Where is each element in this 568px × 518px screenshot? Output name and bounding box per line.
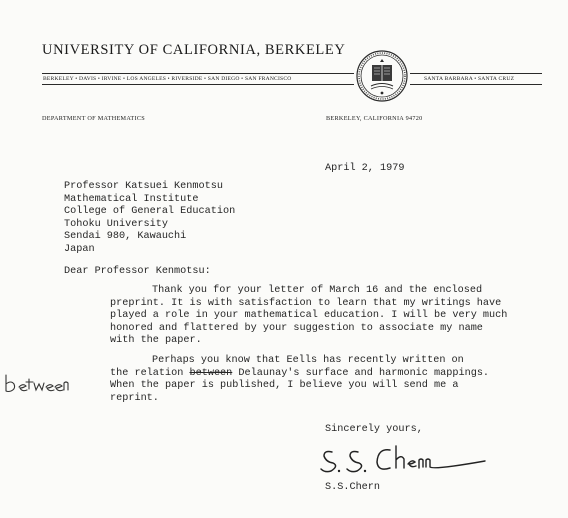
letterhead-top-rule xyxy=(42,73,354,74)
closing: Sincerely yours, xyxy=(325,424,423,435)
recipient-line: Tohoku University xyxy=(64,218,168,230)
body-line: Perhaps you know that Eells has recently written on xyxy=(152,355,464,366)
university-address: BERKELEY, CALIFORNIA 94720 xyxy=(326,115,423,122)
recipient-line: Sendai 980, Kawauchi xyxy=(64,231,187,243)
body-line: with the paper. xyxy=(110,335,202,347)
letter-date: April 2, 1979 xyxy=(325,163,405,174)
university-name: UNIVERSITY OF CALIFORNIA, BERKELEY xyxy=(42,42,346,58)
body-text: Delaunay's surface and harmonic mappings. xyxy=(232,367,490,379)
recipient-line: Japan xyxy=(64,244,95,255)
campus-list-left: BERKELEY • DAVIS • IRVINE • LOS ANGELES • RIVERSIDE • SAN DIEGO • SAN FRANCISCO xyxy=(43,76,292,82)
university-seal-icon xyxy=(356,50,408,102)
recipient-line: College of General Education xyxy=(64,206,236,218)
body-line: reprint. xyxy=(110,392,159,404)
body-line: Thank you for your letter of March 16 and the enclosed xyxy=(152,285,483,296)
recipient-line: Mathematical Institute xyxy=(64,193,199,205)
body-line-with-correction xyxy=(110,368,489,381)
body-line: When the paper is published, I believe you will send me a xyxy=(110,380,459,392)
letterhead-right-top-rule xyxy=(410,73,542,74)
body-text: the relation xyxy=(110,367,190,379)
struck-word: between xyxy=(189,367,233,379)
signatory-name: S.S.Chern xyxy=(325,482,381,493)
body-line: preprint. It is with satisfaction to learn that my writings have xyxy=(110,297,502,309)
letterhead-bottom-rule xyxy=(42,84,354,85)
body-line: played a role in your mathematical education. I will be very much xyxy=(110,310,508,322)
salutation: Dear Professor Kenmotsu: xyxy=(64,266,211,277)
campus-list-right: SANTA BARBARA • SANTA CRUZ xyxy=(424,76,515,82)
recipient-line: Professor Katsuei Kenmotsu xyxy=(64,181,223,192)
letterhead-right-bottom-rule xyxy=(410,84,542,85)
handwritten-signature xyxy=(318,440,498,480)
department-name: DEPARTMENT OF MATHEMATICS xyxy=(42,115,146,122)
handwritten-margin-note xyxy=(2,371,72,397)
body-line: honored and flattered by your suggestion to associate my name xyxy=(110,322,483,334)
